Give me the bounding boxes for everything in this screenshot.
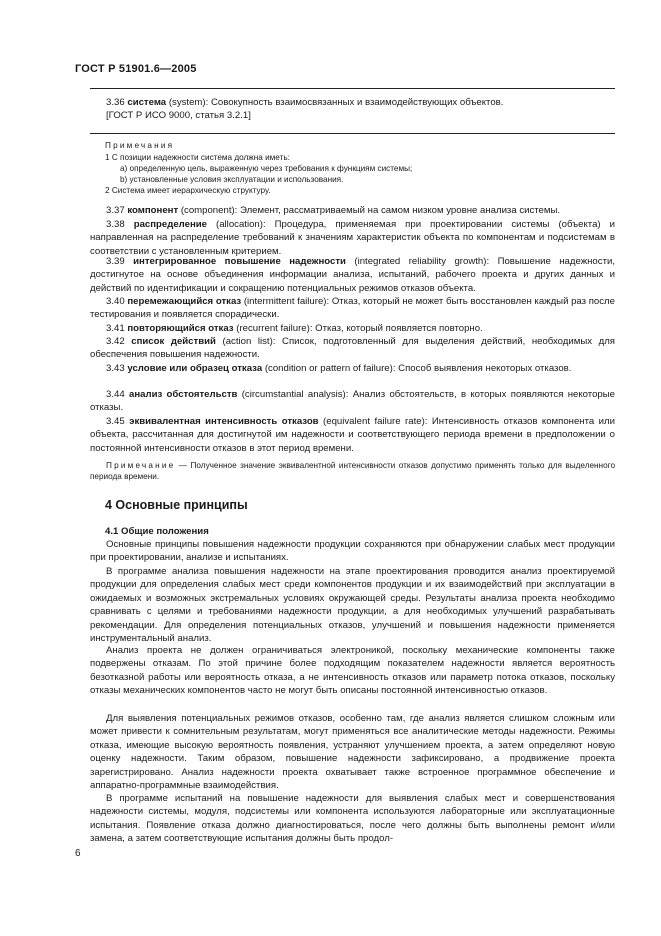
note-1: 1 С позиции надежности система должна иметь: bbox=[105, 153, 290, 162]
note-equivalent-rate: Примечание — Полученное значение эквивалентной интенсивности отказов допустимо применять только для выделенного периода времени. bbox=[90, 461, 615, 482]
document-header: ГОСТ Р 51901.6—2005 bbox=[75, 63, 197, 75]
term-3-40: 3.40 перемежающийся отказ (intermittent failure): Отказ, который не может быть восстановлен каждый раз после тестирования и появляется спорадически. bbox=[90, 296, 615, 321]
note-1b: b) установленные условия эксплуатации и использования. bbox=[120, 175, 344, 184]
term-3-45: 3.45 эквивалентная интенсивность отказов (equivalent failure rate): Интенсивность отказов компонента или объекта, рассчитанная для достигнутой им надежности и соответствующего периода времени в предположении о постоянной интенсивности отказов в этот период времени. bbox=[90, 416, 615, 454]
paragraph-4: Для выявления потенциальных режимов отказов, особенно там, где анализ является слишком сложным или может привести к сомнительным результатам, могут применяться все аналитические методы надежности. Режимы отказа, имеющие высокую вероятность появления, устраняют улучшением проекта, а затем определяют новую оценку надежности. Таким образом, повышение надежности зафиксировано, а продвижение проекта зарегистрировано. Анализ надежности проекта охватывает также встроенное программное обеспечение и аппаратно-программные взаимодействия. bbox=[90, 713, 615, 792]
term-3-42: 3.42 список действий (action list): Список, подготовленный для выделения действий, необходимых для обеспечения повышения надежности. bbox=[90, 336, 615, 361]
term-3-41: 3.41 повторяющийся отказ (recurrent failure): Отказ, который появляется повторно. bbox=[106, 323, 483, 334]
note-2: 2 Система имеет иерархическую структуру. bbox=[105, 186, 271, 195]
term-3-36: 3.36 система (system): Совокупность взаимосвязанных и взаимодействующих объектов. [ГОСТ Р ИСО 9000, статья 3.2.1] bbox=[106, 97, 504, 122]
note-1a: а) определенную цель, выраженную через требования к функциям системы; bbox=[120, 164, 413, 173]
paragraph-5: В программе испытаний на повышение надежности для выявления слабых мест и совершенствования надежности системы, модуля, подсистемы или компонента используются лабораторные или эксплуатационные испытания. Появление отказа должно диагностироваться, после чего должны быть выполнены ремонт и/или замена, а затем соответствующие испытания должны быть продол- bbox=[90, 793, 615, 845]
term-3-38: 3.38 распределение (allocation): Процедура, применяемая при проектировании системы (объекта) и направленная на распределение требований к значениям характеристик объекта по компонентам и подсистемам в соответствии с установленным критерием. bbox=[90, 219, 615, 257]
paragraph-1: Основные принципы повышения надежности продукции сохраняются при обнаружении слабых мест продукции при проектировании, анализе и испытаниях. bbox=[90, 539, 615, 564]
paragraph-3: Анализ проекта не должен ограничиваться электроникой, поскольку механические компоненты также подвержены отказам. По этой причине более подходящим показателем надежности является вероятность безотказной работы или вероятность отказа, а не интенсивность отказов или параметр потока отказов, поскольку отказы механических компонентов часто не могут быть описаны постоянной интенсивностью отказов. bbox=[90, 645, 615, 697]
term-3-39: 3.39 интегрированное повышение надежности (integrated reliability growth): Повышение надежности, достигнутое на основе объединения информации анализа, испытаний, рабочего проекта и других данных и действий по идентификации и сокращению потенциальных режимов отказов объекта. bbox=[90, 256, 615, 294]
section-4-heading: 4 Основные принципы bbox=[105, 498, 248, 512]
term-3-44: 3.44 анализ обстоятельств (circumstantial analysis): Анализ обстоятельств, в которых появляются некоторые отказы. bbox=[90, 389, 615, 414]
notes-heading: Примечания bbox=[105, 141, 175, 150]
term-3-43: 3.43 условие или образец отказа (condition or pattern of failure): Способ выявления некоторых отказов. bbox=[106, 363, 572, 374]
subsection-4-1-heading: 4.1 Общие положения bbox=[105, 526, 209, 537]
page-number: 6 bbox=[75, 848, 81, 859]
term-3-36-reference: [ГОСТ Р ИСО 9000, статья 3.2.1] bbox=[106, 110, 251, 122]
term-3-37: 3.37 компонент (component): Элемент, рассматриваемый на самом низком уровне анализа системы. bbox=[106, 205, 561, 216]
paragraph-2: В программе анализа повышения надежности на этапе проектирования проводится анализ проектируемой продукции для определения слабых мест среди компонентов продукции и их взаимодействий при эксплуатации в ожидаемых и возможных экстремальных условиях окружающей среды. Результаты анализа проекта необходимо сравнивать с целями и требованиями надежности продукции, а для необходимых улучшений разрабатывать рекомендации. Для определения потенциальных отказов, улучшений и повышения надежности применяется инструментальный анализ. bbox=[90, 566, 615, 645]
